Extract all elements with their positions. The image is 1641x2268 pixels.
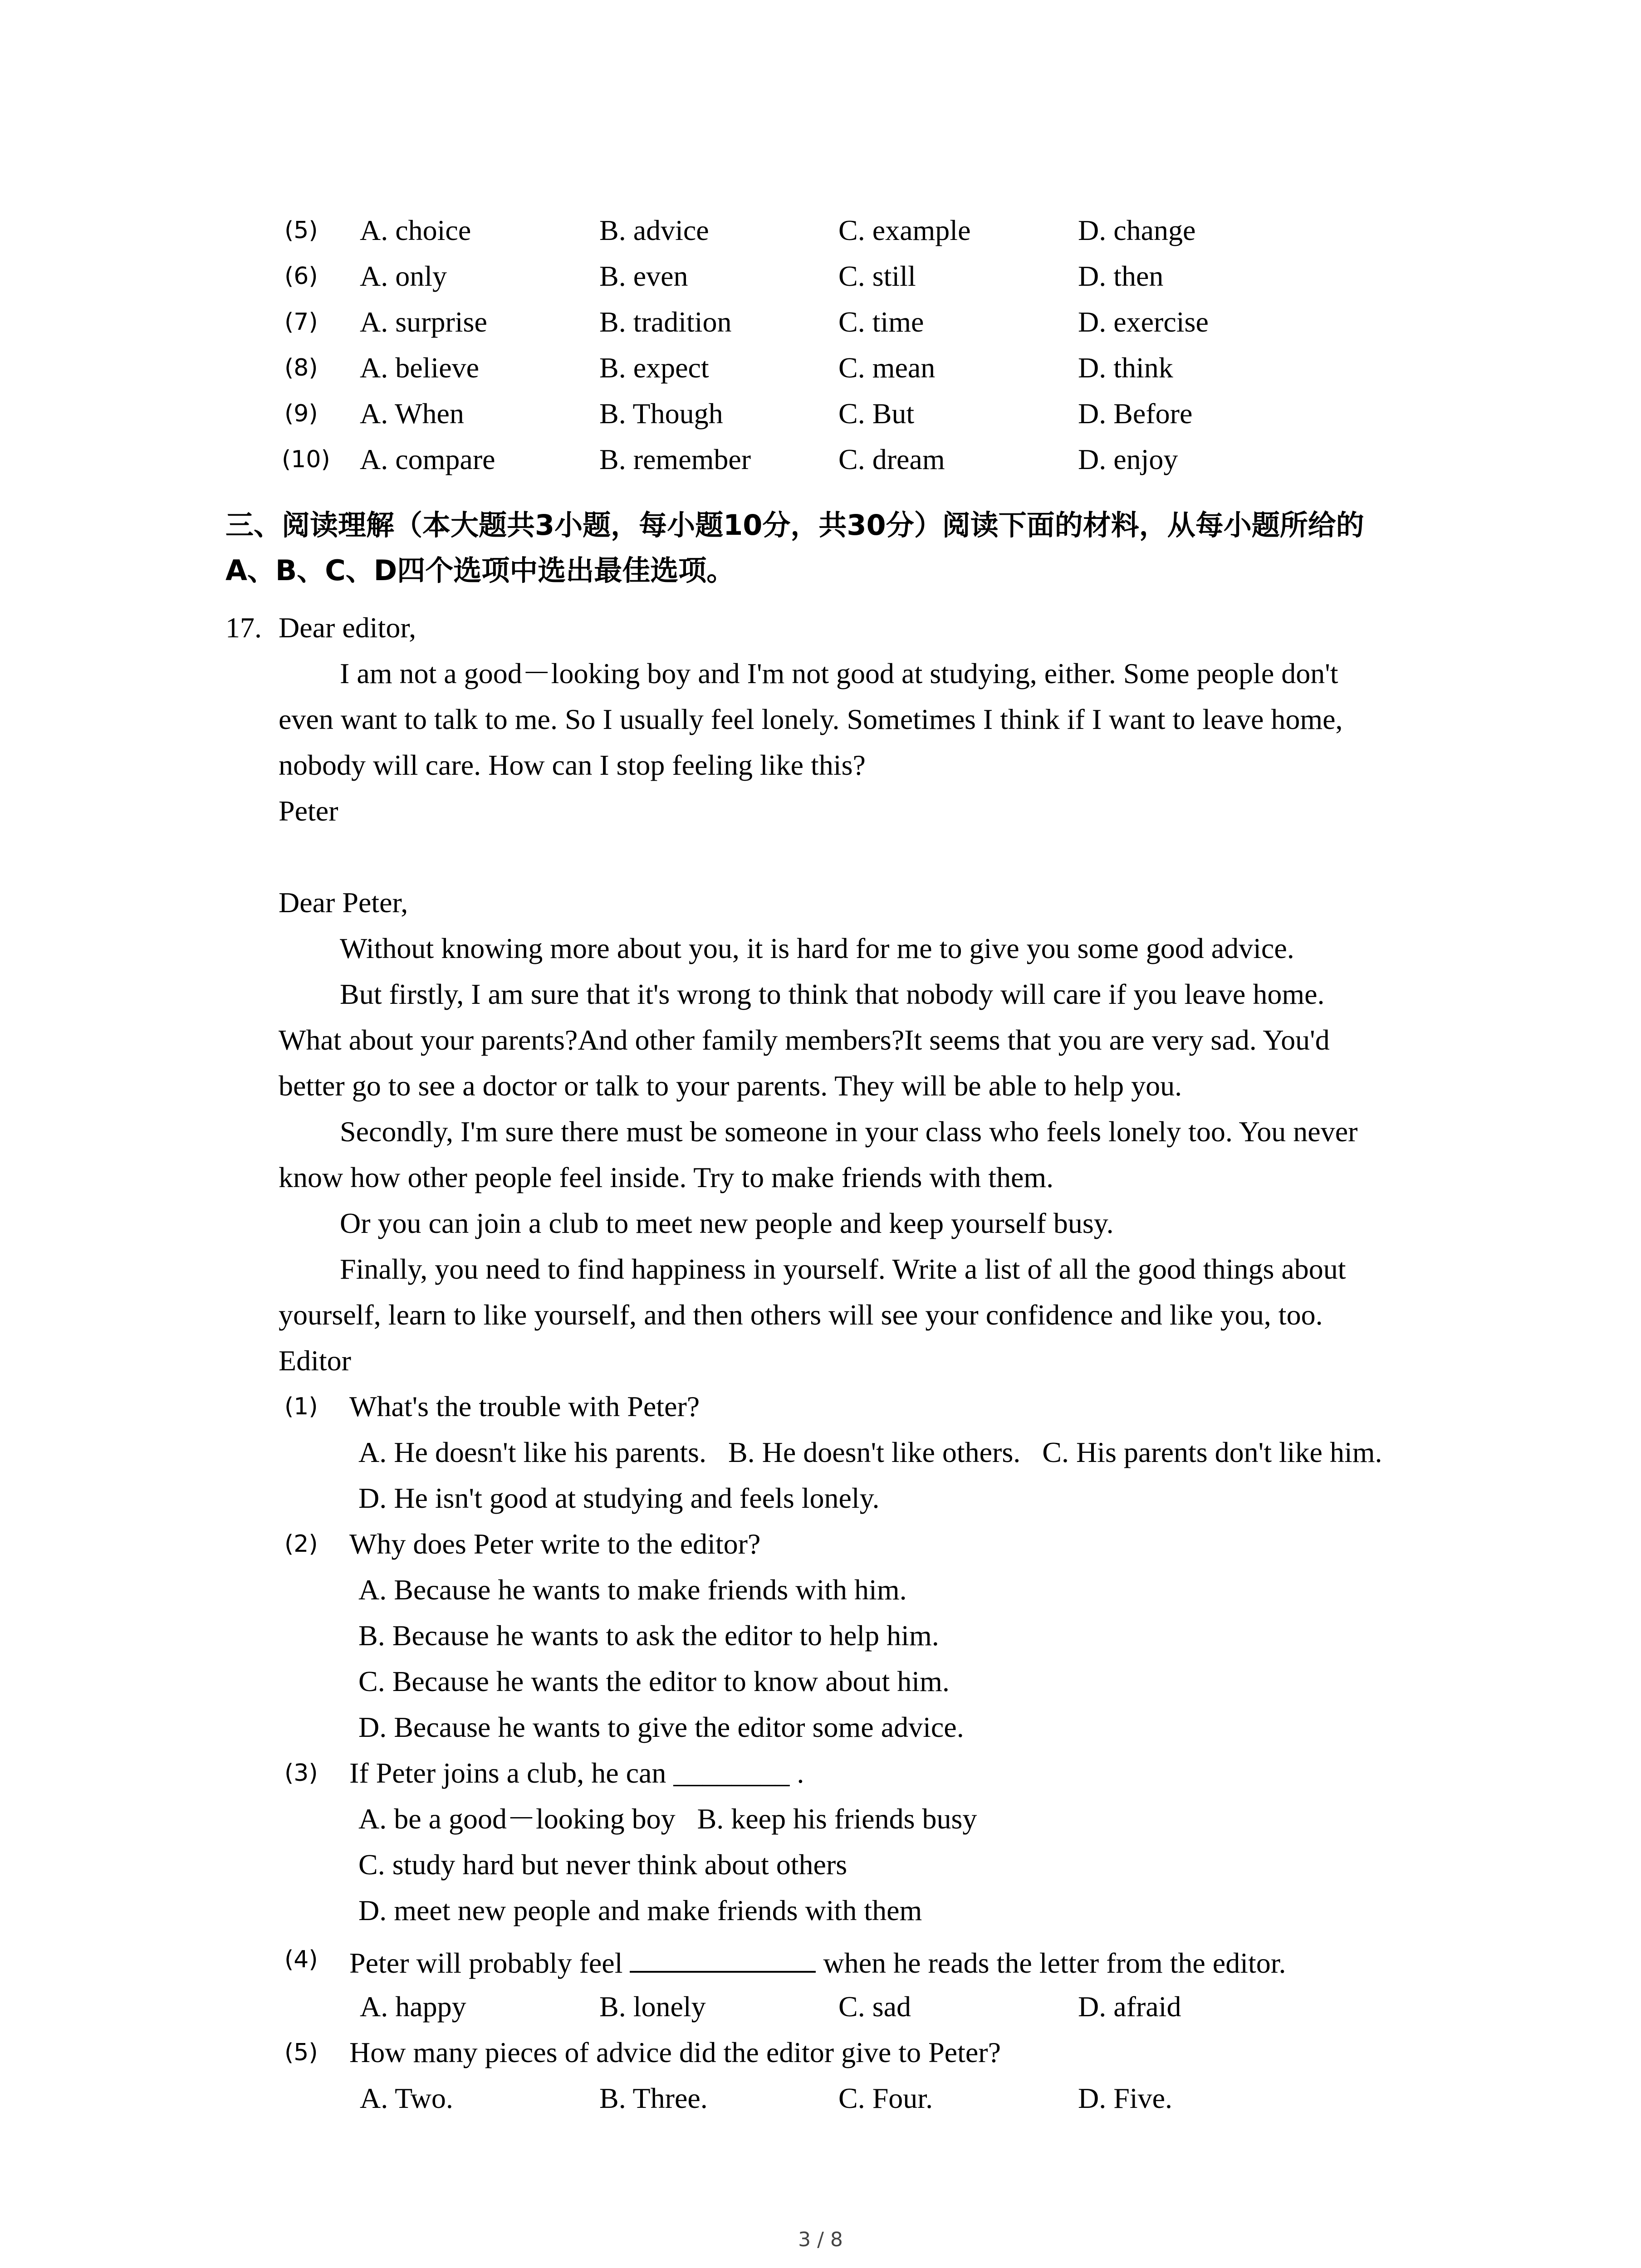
cloze-option: A. choice: [360, 214, 471, 246]
answer-option: D. meet new people and make friends with them: [358, 1894, 922, 1926]
cloze-option: D. then: [1078, 260, 1164, 292]
cloze-option: D. change: [1078, 214, 1196, 246]
question-stem: What's the trouble with Peter?: [349, 1390, 700, 1422]
paragraph-line: Or you can join a club to meet new people and keep yourself busy.: [340, 1207, 1114, 1239]
paragraph-line: What about your parents?And other family members?It seems that you are very sad. You'd: [279, 1024, 1330, 1056]
question-stem: Why does Peter write to the editor?: [349, 1528, 761, 1560]
cloze-option: B. tradition: [599, 306, 732, 338]
answer-options: A. He doesn't like his parents. B. He doesn't like others. C. His parents don't like him.: [358, 1436, 1382, 1468]
answer-option: D. He isn't good at studying and feels lonely.: [358, 1482, 880, 1514]
cloze-option: B. even: [599, 260, 688, 292]
question-stem: How many pieces of advice did the editor give to Peter?: [349, 2036, 1001, 2068]
cloze-option: C. But: [838, 397, 915, 430]
paragraph-line: I am not a good－looking boy and I'm not good at studying, either. Some people don't: [340, 657, 1338, 689]
cloze-number: (7): [284, 308, 318, 336]
cloze-option: A. When: [360, 397, 464, 430]
letter-greeting: Dear editor,: [279, 611, 416, 644]
answer-option: A. happy: [360, 1990, 466, 2023]
cloze-number: (10): [282, 446, 330, 473]
cloze-option: B. Though: [599, 397, 723, 430]
answer-option: C. study hard but never think about others: [358, 1848, 847, 1881]
paragraph-line: know how other people feel inside. Try to make friends with them.: [279, 1161, 1054, 1193]
question-stem: If Peter joins a club, he can ________ .: [349, 1757, 804, 1789]
question-number: (4): [284, 1946, 318, 1973]
cloze-option: C. time: [838, 306, 924, 338]
answer-option: C. sad: [838, 1990, 911, 2023]
answer-options: A. be a good－looking boy B. keep his friends busy: [358, 1803, 977, 1835]
answer-option: A. Two.: [360, 2082, 453, 2114]
question-number: (3): [284, 1760, 318, 1787]
cloze-option: A. compare: [360, 443, 495, 475]
section-heading: 三、阅读理解（本大题共3小题，每小题10分，共30分）阅读下面的材料，从每小题所给的: [225, 508, 1364, 542]
stem-text: Peter will probably feel: [349, 1947, 630, 1979]
letter-signature: Editor: [279, 1344, 351, 1377]
cloze-number: (6): [284, 263, 318, 290]
letter-greeting: Dear Peter,: [279, 886, 408, 919]
paragraph-line: Secondly, I'm sure there must be someone in your class who feels lonely too. You never: [340, 1115, 1358, 1148]
cloze-option: A. believe: [360, 352, 479, 384]
cloze-number: (8): [284, 354, 318, 381]
cloze-option: D. Before: [1078, 397, 1193, 430]
answer-option: C. Four.: [838, 2082, 933, 2114]
question-number: (1): [284, 1393, 318, 1420]
paragraph-line: even want to talk to me. So I usually feel lonely. Sometimes I think if I want to leave home,: [279, 703, 1343, 735]
section-heading-cont: A、B、C、D四个选项中选出最佳选项。: [225, 554, 735, 587]
cloze-option: C. still: [838, 260, 916, 292]
question-number: (2): [284, 1530, 318, 1558]
cloze-number: (5): [284, 217, 318, 244]
cloze-option: C. dream: [838, 443, 945, 475]
cloze-option: B. remember: [599, 443, 751, 475]
cloze-option: C. example: [838, 214, 971, 246]
paragraph-line: better go to see a doctor or talk to your parents. They will be able to help you.: [279, 1070, 1182, 1102]
cloze-number: (9): [284, 400, 318, 427]
question-number: 17.: [225, 611, 262, 644]
answer-option: A. Because he wants to make friends with him.: [358, 1574, 907, 1606]
paragraph-line: Without knowing more about you, it is hard for me to give you some good advice.: [340, 932, 1294, 964]
answer-option: D. afraid: [1078, 1990, 1181, 2023]
question-stem: [349, 1943, 1286, 1981]
stem-text: when he reads the letter from the editor.: [816, 1947, 1286, 1979]
answer-option: B. Three.: [599, 2082, 708, 2114]
letter-signature: Peter: [279, 795, 338, 827]
cloze-option: A. surprise: [360, 306, 487, 338]
cloze-option: D. think: [1078, 352, 1173, 384]
answer-option: C. Because he wants the editor to know about him.: [358, 1665, 950, 1697]
answer-option: B. Because he wants to ask the editor to help him.: [358, 1619, 939, 1652]
answer-option: B. lonely: [599, 1990, 706, 2023]
answer-blank: [630, 1943, 816, 1973]
cloze-option: C. mean: [838, 352, 936, 384]
paragraph-line: Finally, you need to find happiness in yourself. Write a list of all the good things about: [340, 1253, 1346, 1285]
cloze-option: D. exercise: [1078, 306, 1209, 338]
cloze-option: B. advice: [599, 214, 709, 246]
page-number: 3 / 8: [798, 2228, 843, 2251]
cloze-option: A. only: [360, 260, 447, 292]
cloze-option: B. expect: [599, 352, 709, 384]
question-number: (5): [284, 2039, 318, 2066]
answer-option: D. Five.: [1078, 2082, 1172, 2114]
paragraph-line: nobody will care. How can I stop feeling like this?: [279, 749, 866, 781]
paragraph-line: But firstly, I am sure that it's wrong to think that nobody will care if you leave home.: [340, 978, 1325, 1010]
answer-option: D. Because he wants to give the editor some advice.: [358, 1711, 964, 1743]
paragraph-line: yourself, learn to like yourself, and then others will see your confidence and like you, too.: [279, 1299, 1323, 1331]
cloze-option: D. enjoy: [1078, 443, 1178, 475]
